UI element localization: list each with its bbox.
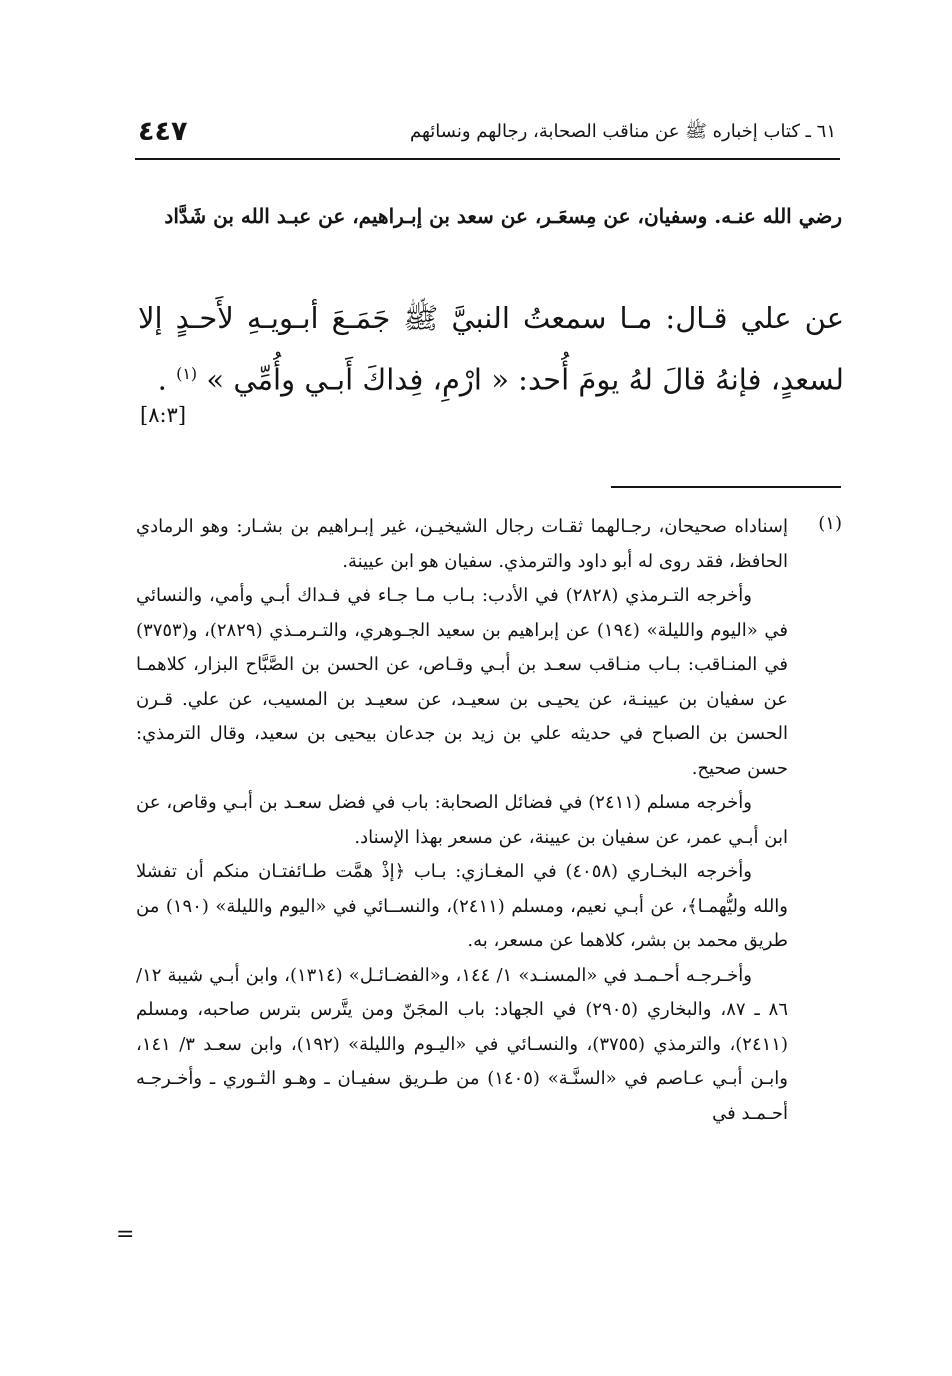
running-title: ٦١ ـ كتاب إخباره ﷺ عن مناقب الصحابة، رجالهم ونسائهم (410, 121, 836, 142)
footnote-marker: (١) (818, 513, 842, 534)
hadith-body: عن علي قـال: مـا سمعتُ النبيَّ ﷺ جَمَـعَ أبـويـهِ لأَحـدٍ إلا لسعدٍ، فإنهُ قالَ لهُ يومَ أُحد: « ارْمِ، فِداكَ أَبـي وأُمِّي » (138, 301, 844, 397)
footnote-rule (611, 486, 841, 488)
footnote-reference: (١) (176, 364, 198, 383)
footnote-paragraph: إسناداه صحيحان، رجـالهما ثقـات رجال الشيخيـن، غير إبـراهيم بن بشـار: وهو الرمادي الحافظ، فقد روى له أبو داود والترمذي. سفيان هو ابن عيينة. (136, 516, 788, 572)
hadith-reference: [٨:٣] (140, 403, 187, 427)
continuation-mark: = (116, 1222, 135, 1247)
header-rule (135, 158, 840, 160)
isnad-text: رضي الله عنـه. وسفيان، عن مِسعَـر، عن سعد بن إبـراهيم، عن عبـد الله بن شَدَّاد (164, 204, 842, 228)
footnote-paragraph: وأخرجه مسلم (٢٤١١) في فضائل الصحابة: باب في فضل سعـد بن أبـي وقاص، عن ابن أبـي عمر، عن سفيان بن عيينة، عن مسعر بهذا الإسناد. (136, 792, 788, 848)
page-number: ٤٤٧ (138, 116, 188, 147)
footnote-paragraph: وأخـرجـه أحـمـد في «المسنـد» ١/ ١٤٤، و«الفضـائـل» (١٣١٤)، وابن أبـي شيبة ١٢/ ٨٦ ـ ٨٧، والبخاري (٢٩٠٥) في الجهاد: باب المجَنّ ومن يتَّرس بترس صاحبه، ومسلم (٢٤١١)، والترمذي (٣٧٥٥)، والنسـائي في «اليـوم والليلة» (١٩٢)، وابن سعـد ٣/ ١٤١، وابـن أبـي عـاصم في «السنَّـة» (١٤٠٥) من طـريق سفيـان ـ وهـو الثـوري ـ وأخـرجـه أحـمـد في (136, 964, 788, 1124)
footnote (136, 510, 788, 1131)
hadith-text (138, 290, 844, 408)
footnote-paragraph: وأخرجه التـرمذي (٢٨٢٨) في الأدب: بـاب مـا جـاء في فـداك أبـي وأمي، والنسائي في «اليوم والليلة» (١٩٤) عن إبراهيم بن سعيد الجـوهري، والتـرمـذي (٢٨٢٩)، و(٣٧٥٣) في المنـاقب: بـاب منـاقب سعـد بن أبـي وقـاص، عن الحسن بن الصَّبَّاح البزار، كلاهمـا عن سفيان بن عيينـة، عن يحيـى بن سعيـد، عن سعيـد بن المسيب، عن علي. قـرن الحسن بن الصباح في حديثه علي بن زيد بن جدعان بيحيى بن سعيد، وقال الترمذي: حسن صحيح. (136, 585, 788, 779)
hadith-end: . (157, 362, 167, 397)
footnote-paragraph: وأخرجه البخـاري (٤٠٥٨) في المغـازي: بـاب ﴿إذْ همَّت طـائفتـان منكم أن تفشلا والله وليُّهمـا﴾، عن أبـي نعيم، ومسلم (٢٤١١)، والنســائي في «اليوم والليلة» (١٩٠) من طريق محمد بن بشر، كلاهما عن مسعر، به. (136, 861, 788, 951)
